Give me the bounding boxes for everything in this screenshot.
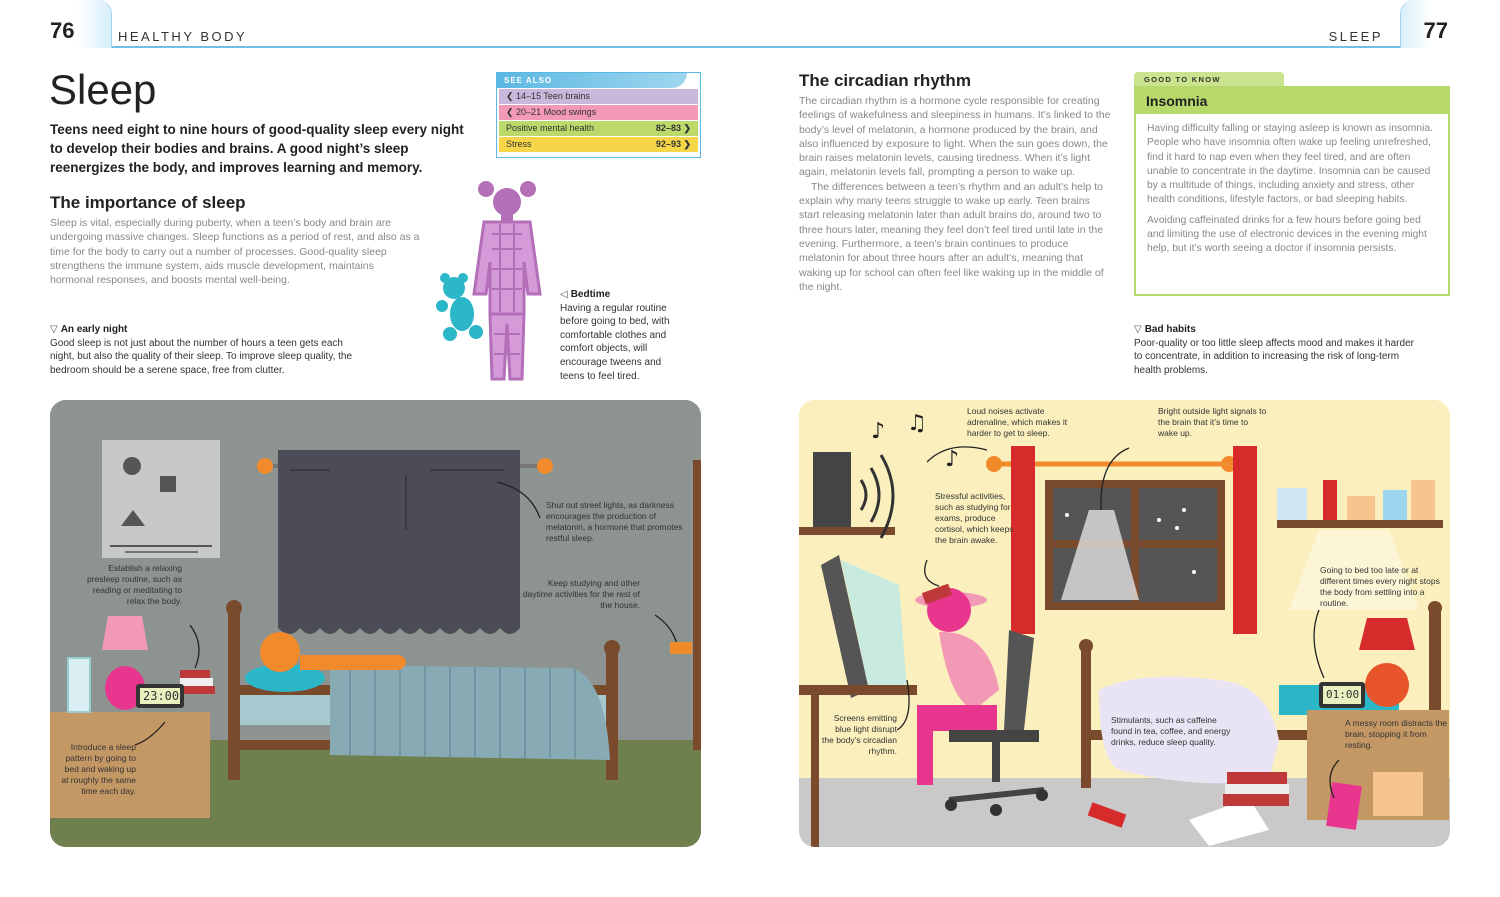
- bad-habits-text: Poor-quality or too little sleep affects mood and makes it harder to concentrate, in addition to increasing the risk of long-term health problems.: [1134, 337, 1414, 376]
- annotation-routine: Establish a relaxing presleep routine, such as reading or meditating to relax the body.: [87, 563, 182, 606]
- see-also-heading: SEE ALSO: [497, 73, 687, 88]
- alarm-clock-display: 23:00: [143, 689, 180, 703]
- bad-habits-caption: [1134, 323, 1414, 377]
- blackout-curtain: [257, 450, 553, 634]
- svg-text:♫: ♫: [907, 411, 927, 436]
- pajama-figure: [474, 181, 540, 379]
- intro-paragraph: Teens need eight to nine hours of good-quality sleep every night to develop their bodies and brains. A good night’s sleep reenergizes the body, and improves learning and memory.: [50, 122, 464, 175]
- bad-habits-bedroom-illustration: [799, 400, 1450, 847]
- annotation-messy-room: A messy room distracts the brain, stopping it from resting.: [1345, 718, 1448, 750]
- see-also-box: [496, 72, 701, 158]
- triangle-down-icon: ▽: [1134, 324, 1142, 335]
- annotation-stressful-activities: Stressful activities, such as studying for exams, produce cortisol, which keeps the brain awake.: [935, 491, 1014, 545]
- good-to-know-para-1: Having difficulty falling or staying asleep is known as insomnia. People who have insomnia often wake up feeling unrefreshed, find it hard to nap even when they feel tired, and are often unable to concentrate in the daytime. Insomnia can be caused by a multitude of things, including anxiety and stress, other health conditions, lifestyle factors, or bad sleeping habits.: [1147, 123, 1433, 206]
- bedtime-text: Having a regular routine before going to bed, with comfortable clothes and comfort objects, will encourage tweens and teens to feel tired.: [560, 302, 670, 382]
- good-to-know-para-2: Avoiding caffeinated drinks for a few hours before going bed and limiting the use of electronic devices in the evening might help, but it’s worth seeing a doctor if insomnia persists.: [1147, 214, 1427, 255]
- teen-pajamas-illustration: [432, 174, 552, 386]
- good-to-know-body: [1136, 114, 1448, 257]
- bedtime-caption: [560, 288, 685, 383]
- wall-poster: [102, 440, 220, 558]
- early-night-text: Good sleep is not just about the number of hours a teen gets each night, but also the quality of their sleep. To improve sleep quality, the bedroom should be a serene space, free from clutter.: [50, 337, 353, 376]
- annotation-sleep-pattern: Introduce a sleep pattern by going to bed and waking up at roughly the same time each day.: [61, 742, 136, 796]
- annotation-screens: Screens emitting blue light disrupt the body’s circadian rhythm.: [822, 713, 897, 756]
- svg-text:♪: ♪: [945, 447, 960, 472]
- page-title: Sleep: [49, 66, 157, 113]
- see-also-label: Positive mental health: [506, 123, 595, 133]
- bad-habits-title: Bad habits: [1144, 324, 1196, 335]
- importance-heading: The importance of sleep: [50, 193, 246, 212]
- circadian-body: [799, 94, 1111, 294]
- circadian-heading: The circadian rhythm: [799, 71, 971, 90]
- see-also-item-stress[interactable]: [499, 137, 698, 152]
- page-number-left: 76: [50, 18, 75, 43]
- annotation-bright-light: Bright outside light signals to the brain that it’s time to wake up.: [1158, 406, 1267, 438]
- see-also-item-mood-swings[interactable]: [499, 105, 698, 120]
- see-also-pages: 82–83 ❯: [655, 123, 691, 133]
- importance-body: Sleep is vital, especially during puberty, when a teen’s body and brain are undergoing massive changes. Sleep functions as a period of rest, and also as a time for the body to carry out a number of processes. Good-quality sleep strengthens the immune system, aids muscle development, maintains hormonal responses, and boosts mental well-being.: [50, 217, 420, 287]
- triangle-left-icon: ◁: [560, 289, 568, 300]
- early-night-title: An early night: [60, 324, 128, 335]
- circadian-para-2: The differences between a teen’s rhythm and an adult’s help to explain why many teens struggle to wake up early. Teen brains start releasing melatonin later than adult brains do, around two to three hours later, meaning they feel don’t feel tired until late in the evening. Furthermore, a teen’s brain continues to produce melatonin for about three hours after an adult’s, meaning that waking up for school can often feel like waking up in the middle of the night.: [799, 180, 1104, 293]
- triangle-down-icon: ▽: [50, 324, 58, 335]
- bedtime-title: Bedtime: [570, 289, 611, 300]
- page-number-right: 77: [1423, 18, 1448, 43]
- annotation-bed-late: Going to bed too late or at different times every night stops the body from settling into a routine.: [1320, 565, 1440, 608]
- running-head-right: SLEEP: [1328, 29, 1383, 44]
- circadian-para-1: The circadian rhythm is a hormone cycle responsible for creating feelings of wakefulness and sleepiness in humans. It’s linked to the body’s level of melatonin, a hormone produced by the brain, and also influenced by exposure to light. When the sun goes down, the brain raises melatonin levels, causing tiredness. When it’s light again, melatonin levels fall, prompting a person to wake up.: [799, 95, 1111, 179]
- see-also-label: ❮ 14–15 Teen brains: [506, 91, 590, 101]
- good-to-know-box: [1134, 86, 1450, 296]
- svg-text:♪: ♪: [871, 419, 886, 444]
- annotation-loud-noises: Loud noises activate adrenaline, which makes it harder to get to sleep.: [967, 406, 1068, 438]
- annotation-curtains: Shut out street lights, as darkness encourages the production of melatonin, a hormone that promotes restful sleep.: [546, 500, 683, 543]
- see-also-item-positive-mental-health[interactable]: [499, 121, 698, 136]
- annotation-stimulants: Stimulants, such as caffeine found in tea, coffee, and energy drinks, reduce sleep quality.: [1111, 715, 1231, 747]
- good-to-know-title: Insomnia: [1136, 88, 1448, 114]
- see-also-item-teen-brains[interactable]: [499, 89, 698, 104]
- running-head-left: HEALTHY BODY: [118, 29, 248, 44]
- good-to-know-tag: GOOD TO KNOW: [1134, 72, 1284, 86]
- see-also-label: ❮ 20–21 Mood swings: [506, 107, 597, 117]
- alarm-clock-display: 01:00: [1326, 688, 1360, 701]
- see-also-label: Stress: [506, 139, 532, 149]
- annotation-studying: Keep studying and other daytime activities for the rest of the house.: [522, 578, 640, 610]
- see-also-pages: 92–93 ❯: [655, 139, 691, 149]
- early-night-caption: [50, 323, 370, 377]
- good-bedroom-illustration: [50, 400, 701, 847]
- page-tab-right: [1400, 0, 1500, 48]
